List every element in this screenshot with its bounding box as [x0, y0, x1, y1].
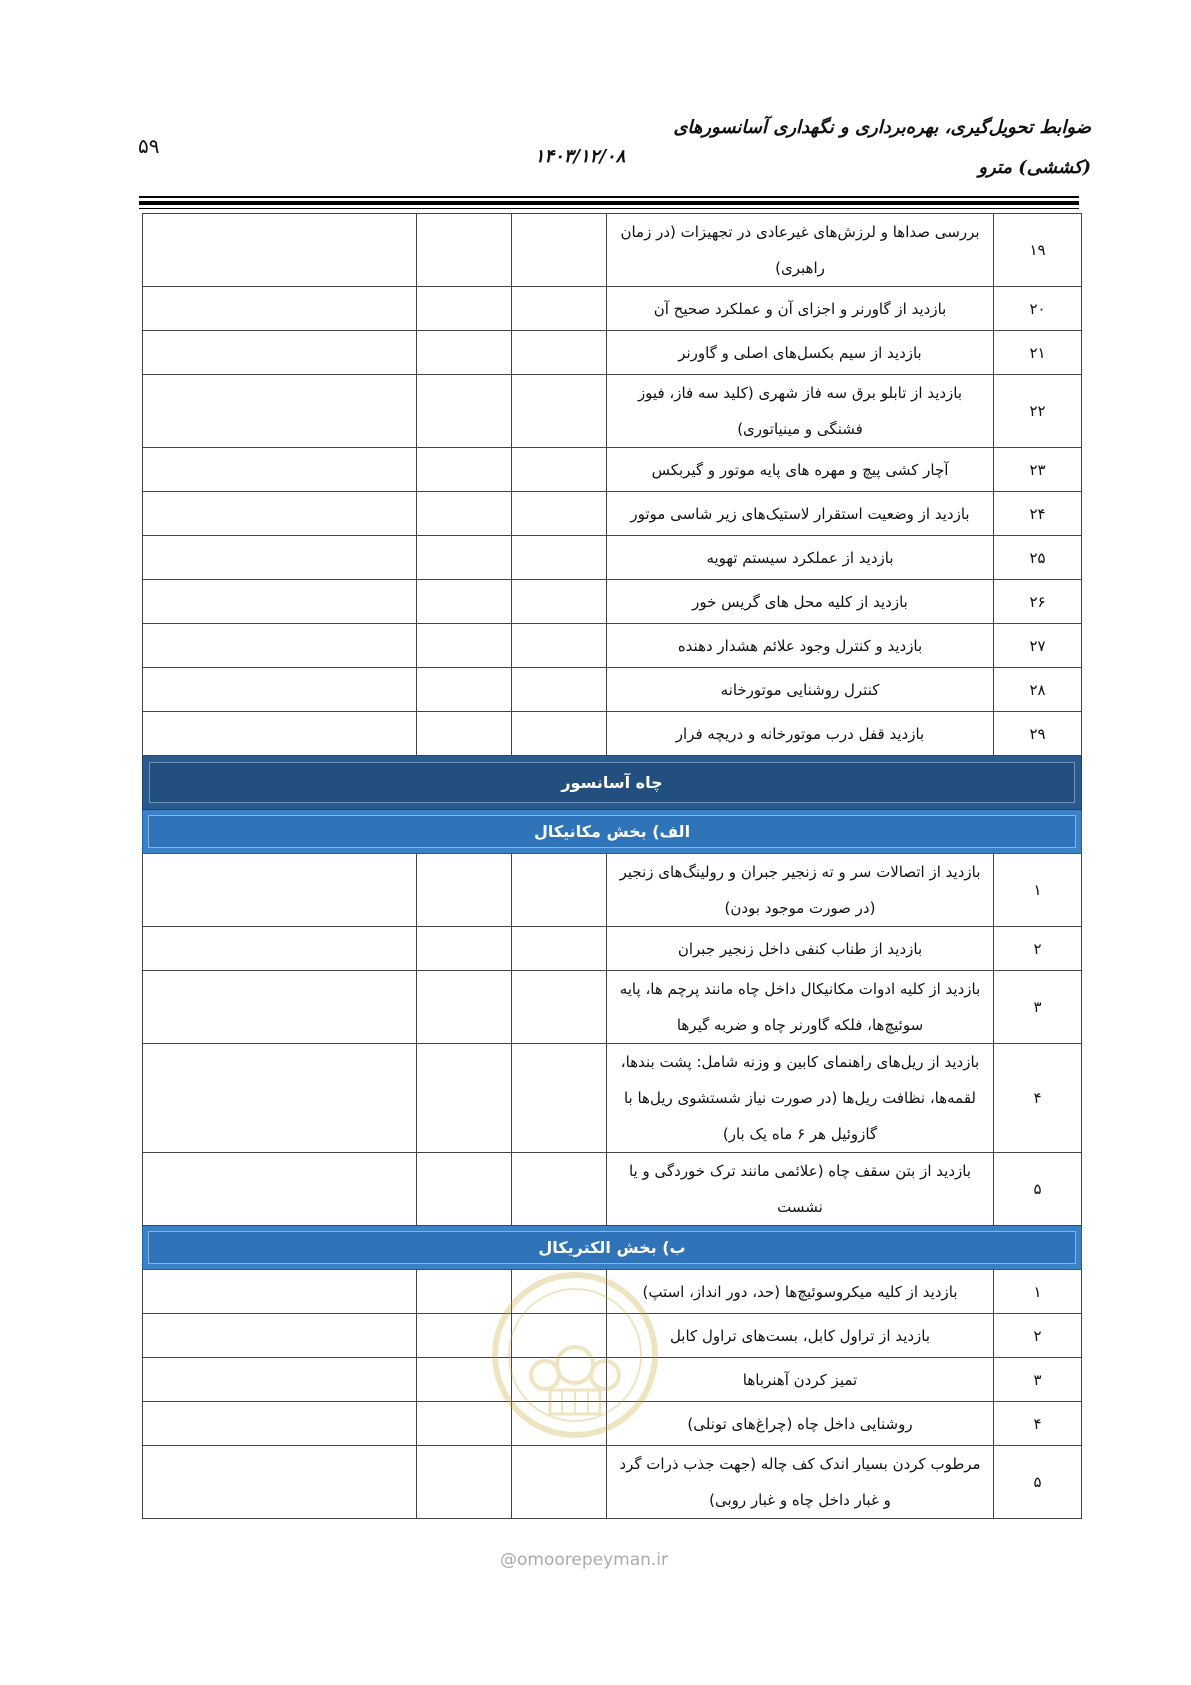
table-row	[143, 580, 1082, 624]
inspection-table	[142, 213, 1082, 1519]
row-number: ۱۹	[994, 214, 1082, 287]
row-description: کنترل روشنایی موتورخانه	[607, 668, 994, 712]
row-number: ۲۰	[994, 287, 1082, 331]
row-number: ۳	[994, 971, 1082, 1044]
empty-cell	[417, 536, 512, 580]
empty-cell	[512, 331, 607, 375]
row-description: بازدید از کلیه میکروسوئیچ‌ها (حد، دور انداز، استپ)	[607, 1270, 994, 1314]
table-row	[143, 1044, 1082, 1153]
row-description: بازدید قفل درب موتورخانه و دریچه فرار	[607, 712, 994, 756]
row-description: بررسی صداها و لرزش‌های غیرعادی در تجهیزات (در زمان راهبری)	[607, 214, 994, 287]
document-date: ۱۴۰۳/۱۲/۰۸	[534, 146, 626, 167]
empty-cell	[143, 536, 417, 580]
row-description: مرطوب کردن بسیار اندک کف چاله (جهت جذب ذرات گرد و غبار داخل چاه و غبار روبی)	[607, 1446, 994, 1519]
table-row	[143, 536, 1082, 580]
empty-cell	[512, 448, 607, 492]
empty-cell	[512, 536, 607, 580]
row-number: ۲۲	[994, 375, 1082, 448]
row-number: ۴	[994, 1044, 1082, 1153]
table-row	[143, 1153, 1082, 1226]
row-number: ۱	[994, 1270, 1082, 1314]
table-row	[143, 287, 1082, 331]
subsection-title: ب) بخش الکتریکال	[143, 1226, 1082, 1270]
subsection-row-mechanical	[143, 810, 1082, 854]
empty-cell	[512, 580, 607, 624]
row-description: آچار کشی پیچ و مهره های پایه موتور و گیربکس	[607, 448, 994, 492]
row-number: ۲۱	[994, 331, 1082, 375]
empty-cell	[417, 1446, 512, 1519]
empty-cell	[143, 287, 417, 331]
empty-cell	[417, 1358, 512, 1402]
row-description: بازدید از اتصالات سر و ته زنجیر جبران و رولینگ‌های زنجیر (در صورت موجود بودن)	[607, 854, 994, 927]
empty-cell	[143, 712, 417, 756]
empty-cell	[143, 1358, 417, 1402]
table-row	[143, 1358, 1082, 1402]
row-number: ۲	[994, 927, 1082, 971]
empty-cell	[143, 971, 417, 1044]
empty-cell	[512, 1446, 607, 1519]
empty-cell	[417, 971, 512, 1044]
empty-cell	[512, 214, 607, 287]
table-row	[143, 971, 1082, 1044]
row-number: ۲۴	[994, 492, 1082, 536]
empty-cell	[417, 712, 512, 756]
empty-cell	[143, 854, 417, 927]
empty-cell	[143, 624, 417, 668]
row-number: ۱	[994, 854, 1082, 927]
empty-cell	[512, 1044, 607, 1153]
table-row	[143, 448, 1082, 492]
row-description: بازدید از طناب کنفی داخل زنجیر جبران	[607, 927, 994, 971]
empty-cell	[143, 1270, 417, 1314]
empty-cell	[143, 580, 417, 624]
empty-cell	[417, 214, 512, 287]
empty-cell	[417, 331, 512, 375]
row-number: ۵	[994, 1153, 1082, 1226]
table-row	[143, 492, 1082, 536]
table-row	[143, 927, 1082, 971]
empty-cell	[143, 214, 417, 287]
empty-cell	[417, 668, 512, 712]
table-row	[143, 854, 1082, 927]
empty-cell	[512, 971, 607, 1044]
empty-cell	[417, 854, 512, 927]
header-rule-thin	[139, 196, 1079, 198]
empty-cell	[143, 331, 417, 375]
row-number: ۲	[994, 1314, 1082, 1358]
row-number: ۲۶	[994, 580, 1082, 624]
table-row	[143, 375, 1082, 448]
section-row-shaft	[143, 756, 1082, 810]
empty-cell	[417, 492, 512, 536]
header-rule-thick	[139, 201, 1079, 205]
empty-cell	[512, 1153, 607, 1226]
row-description: بازدید از گاورنر و اجزای آن و عملکرد صحیح آن	[607, 287, 994, 331]
subsection-row-electrical	[143, 1226, 1082, 1270]
empty-cell	[512, 854, 607, 927]
empty-cell	[417, 1044, 512, 1153]
table-row	[143, 624, 1082, 668]
empty-cell	[417, 287, 512, 331]
table-row	[143, 668, 1082, 712]
row-description: بازدید از کلیه ادوات مکانیکال داخل چاه مانند پرچم ها، پایه سوئیچ‌ها، فلکه گاورنر چاه و ضربه گیرها	[607, 971, 994, 1044]
table-row	[143, 1446, 1082, 1519]
row-number: ۳	[994, 1358, 1082, 1402]
row-description: بازدید از وضعیت استقرار لاستیک‌های زیر شاسی موتور	[607, 492, 994, 536]
empty-cell	[512, 287, 607, 331]
empty-cell	[143, 1314, 417, 1358]
header-rule-hairline	[139, 208, 1079, 209]
empty-cell	[417, 580, 512, 624]
empty-cell	[512, 712, 607, 756]
table-row	[143, 1314, 1082, 1358]
row-description: بازدید و کنترل وجود علائم هشدار دهنده	[607, 624, 994, 668]
title-line-2: (کششی) مترو	[978, 157, 1091, 178]
empty-cell	[417, 1314, 512, 1358]
row-number: ۲۷	[994, 624, 1082, 668]
row-description: بازدید از تراول کابل، بست‌های تراول کابل	[607, 1314, 994, 1358]
empty-cell	[143, 927, 417, 971]
empty-cell	[512, 668, 607, 712]
empty-cell	[143, 1402, 417, 1446]
empty-cell	[143, 492, 417, 536]
empty-cell	[417, 448, 512, 492]
row-description: تمیز کردن آهنرباها	[607, 1358, 994, 1402]
empty-cell	[143, 1044, 417, 1153]
empty-cell	[512, 624, 607, 668]
empty-cell	[512, 1314, 607, 1358]
empty-cell	[143, 448, 417, 492]
title-line-1: ضوابط تحویل‌گیری، بهره‌برداری و نگهداری آسانسورهای	[673, 117, 1091, 138]
row-number: ۲۵	[994, 536, 1082, 580]
table-row	[143, 712, 1082, 756]
row-description: بازدید از تابلو برق سه فاز شهری (کلید سه فاز، فیوز فشنگی و مینیاتوری)	[607, 375, 994, 448]
footer-watermark: @omoorepeyman.ir	[500, 1550, 669, 1570]
row-description: بازدید از عملکرد سیستم تهویه	[607, 536, 994, 580]
empty-cell	[143, 1153, 417, 1226]
row-number: ۴	[994, 1402, 1082, 1446]
row-description: بازدید از سیم بکسل‌های اصلی و گاورنر	[607, 331, 994, 375]
empty-cell	[143, 1446, 417, 1519]
row-description: روشنایی داخل چاه (چراغ‌های تونلی)	[607, 1402, 994, 1446]
table-row	[143, 331, 1082, 375]
empty-cell	[512, 492, 607, 536]
row-description: بازدید از کلیه محل های گریس خور	[607, 580, 994, 624]
row-description: بازدید از بتن سقف چاه (علائمی مانند ترک خوردگی و یا نشست	[607, 1153, 994, 1226]
empty-cell	[512, 375, 607, 448]
row-description: بازدید از ریل‌های راهنمای کابین و وزنه شامل: پشت بندها، لقمه‌ها، نظافت ریل‌ها (در صورت نیاز شستشوی ریل‌ها با گازوئیل هر ۶ ماه یک بار)	[607, 1044, 994, 1153]
empty-cell	[512, 927, 607, 971]
section-title: چاه آسانسور	[143, 756, 1082, 810]
table-row	[143, 1270, 1082, 1314]
empty-cell	[417, 375, 512, 448]
row-number: ۲۳	[994, 448, 1082, 492]
empty-cell	[417, 1153, 512, 1226]
empty-cell	[417, 1402, 512, 1446]
table-row	[143, 1402, 1082, 1446]
empty-cell	[417, 927, 512, 971]
row-number: ۵	[994, 1446, 1082, 1519]
subsection-title: الف) بخش مکانیکال	[143, 810, 1082, 854]
empty-cell	[512, 1270, 607, 1314]
empty-cell	[143, 668, 417, 712]
table-row	[143, 214, 1082, 287]
empty-cell	[143, 375, 417, 448]
row-number: ۲۹	[994, 712, 1082, 756]
empty-cell	[417, 1270, 512, 1314]
row-number: ۲۸	[994, 668, 1082, 712]
empty-cell	[512, 1402, 607, 1446]
empty-cell	[417, 624, 512, 668]
empty-cell	[512, 1358, 607, 1402]
page-number: ۵۹	[138, 134, 160, 158]
